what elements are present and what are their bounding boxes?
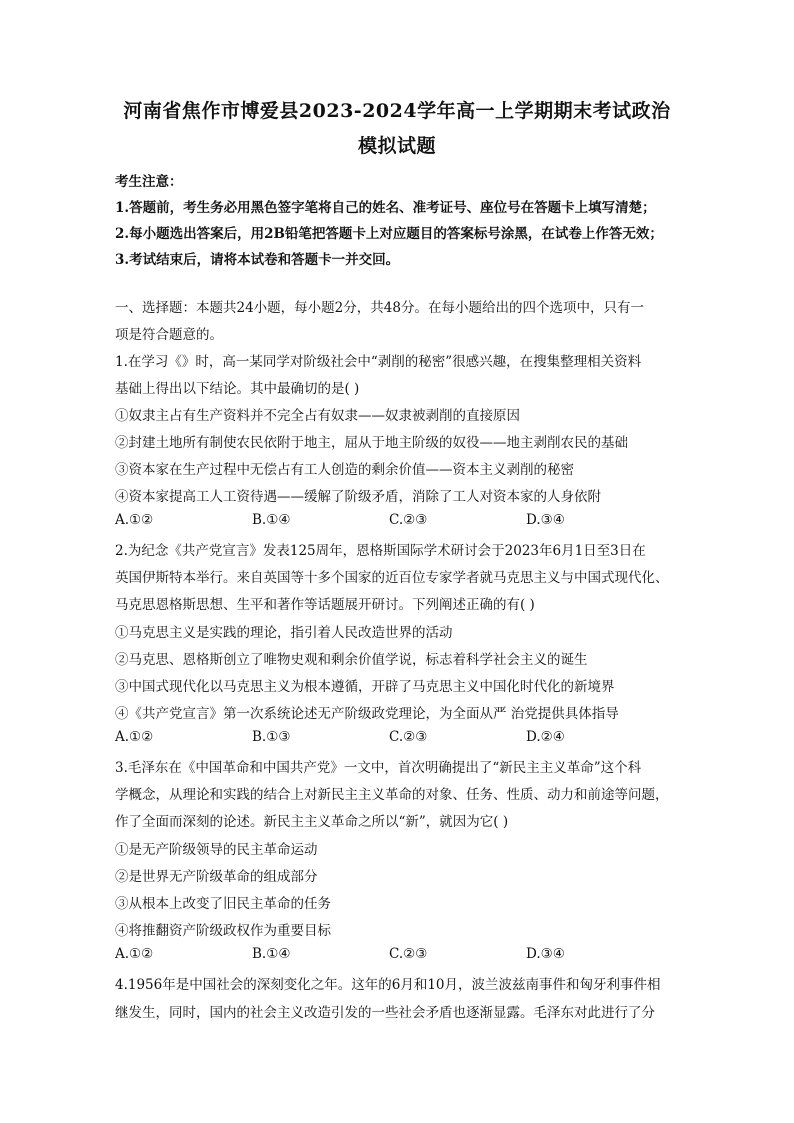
question-item: ②马克思、恩格斯创立了唯物史观和剩余价值学说，标志着科学社会主义的诞生 xyxy=(115,652,588,668)
question-stem: 1.在学习《》时，高一某同学对阶级社会中“剥削的秘密”很感兴趣，在搜集整理相关资料 xyxy=(115,354,642,370)
answer-option-a: A.①② xyxy=(115,946,154,962)
question-stem: 基础上得出以下结论。其中最确切的是( ) xyxy=(115,381,360,397)
answer-option-c: C.②③ xyxy=(389,512,428,528)
answer-option-b: B.①③ xyxy=(252,729,291,745)
question-stem: 4.1956年是中国社会的深刻变化之年。这年的6月和10月，波兰波兹南事件和匈牙利事件相 xyxy=(115,977,661,993)
notice-heading: 考生注意： xyxy=(115,174,183,190)
section-instruction: 一、选择题：本题共24小题，每小题2分，共48分。在每小题给出的四个选项中，只有一 xyxy=(115,300,644,316)
notice-item: 2.每小题选出答案后，用2B铅笔把答题卡上对应题目的答案标号涂黑，在试卷上作答无效； xyxy=(115,226,663,242)
question-item: ③资本家在生产过程中无偿占有工人创造的剩余价值——资本主义剥削的秘密 xyxy=(115,462,574,478)
answer-option-c: C.②③ xyxy=(389,946,428,962)
section-instruction: 项是符合题意的。 xyxy=(115,327,223,343)
question-stem: 2.为纪念《共产党宣言》发表125周年，恩格斯国际学术研讨会于2023年6月1日至3日在 xyxy=(115,543,646,559)
question-item: ③从根本上改变了旧民主革命的任务 xyxy=(115,896,331,912)
question-item: ④《共产党宣言》第一次系统论述无产阶级政党理论，为全面从严 治党提供具体指导 xyxy=(115,706,619,722)
question-stem: 3.毛泽东在《中国革命和中国共产党》一文中，首次明确提出了“新民主主义革命”这个科 xyxy=(115,760,642,776)
question-item: ④资本家提高工人工资待遇——缓解了阶级矛盾，消除了工人对资本家的人身依附 xyxy=(115,489,601,505)
question-stem: 学概念，从理论和实践的结合上对新民主主义革命的对象、任务、性质、动力和前途等问题， xyxy=(115,787,669,803)
answer-option-b: B.①④ xyxy=(252,946,291,962)
answer-option-d: D.②④ xyxy=(526,729,565,745)
question-item: ②封建土地所有制使农民依附于地主，屈从于地主阶级的奴役——地主剥削农民的基础 xyxy=(115,435,628,451)
question-stem: 作了全面而深刻的论述。新民主主义革命之所以“新”，就因为它( ) xyxy=(115,814,509,830)
question-stem: 马克思恩格斯思想、生平和著作等话题展开研讨。下列阐述正确的有( ) xyxy=(115,597,535,613)
answer-option-b: B.①④ xyxy=(252,512,291,528)
document-title-line2: 模拟试题 xyxy=(357,135,436,157)
question-item: ④将推翻资产阶级政权作为重要目标 xyxy=(115,923,331,939)
notice-item: 1.答题前，考生务必用黑色签字笔将自己的姓名、准考证号、座位号在答题卡上填写清楚； xyxy=(115,200,656,216)
answer-option-a: A.①② xyxy=(115,729,154,745)
question-item: ①奴隶主占有生产资料并不完全占有奴隶——奴隶被剥削的直接原因 xyxy=(115,408,520,424)
answer-option-a: A.①② xyxy=(115,512,154,528)
answer-option-c: C.②③ xyxy=(389,729,428,745)
document-title-line1: 河南省焦作市博爱县2023-2024学年高一上学期期末考试政治 xyxy=(123,100,671,122)
question-item: ②是世界无产阶级革命的组成部分 xyxy=(115,869,318,885)
question-item: ①马克思主义是实践的理论，指引着人民改造世界的活动 xyxy=(115,625,453,641)
answer-option-d: D.③④ xyxy=(526,946,565,962)
question-stem: 英国伊斯特本举行。来自英国等十多个国家的近百位专家学者就马克思主义与中国式现代化、 xyxy=(115,570,669,586)
question-item: ③中国式现代化以马克思主义为根本遵循，开辟了马克思主义中国化时代化的新境界 xyxy=(115,679,615,695)
question-stem: 继发生，同时，国内的社会主义改造引发的一些社会矛盾也逐渐显露。毛泽东对此进行了分 xyxy=(115,1005,655,1021)
question-item: ①是无产阶级领导的民主革命运动 xyxy=(115,842,318,858)
notice-item: 3.考试结束后，请将本试卷和答题卡一并交回。 xyxy=(115,252,400,268)
answer-option-d: D.③④ xyxy=(526,512,565,528)
